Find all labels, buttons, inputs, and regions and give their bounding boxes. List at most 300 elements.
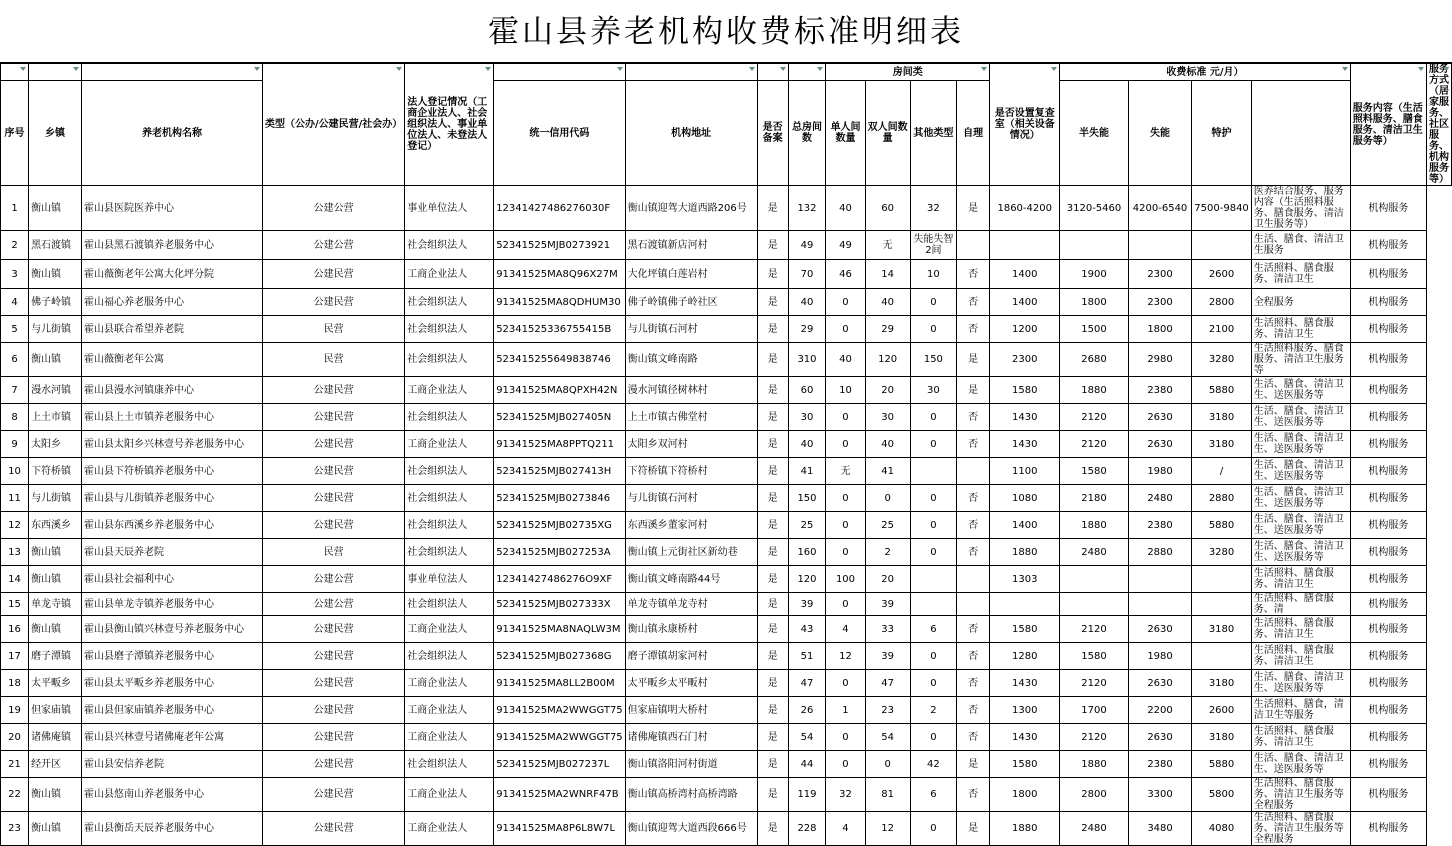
- cell-self[interactable]: 1303: [990, 566, 1060, 593]
- cell-semi[interactable]: 2480: [1060, 812, 1129, 846]
- cell-special[interactable]: 2800: [1192, 289, 1252, 316]
- cell-other[interactable]: 150: [910, 343, 956, 377]
- cell-mode[interactable]: 机构服务: [1350, 289, 1426, 316]
- cell-filed[interactable]: 是: [757, 697, 788, 724]
- cell-recheck[interactable]: 否: [957, 697, 990, 724]
- cell-mode[interactable]: 机构服务: [1350, 751, 1426, 778]
- cell-town[interactable]: 与儿街镇: [29, 316, 82, 343]
- cell-filed[interactable]: 是: [757, 812, 788, 846]
- cell-double[interactable]: 120: [865, 343, 910, 377]
- cell-single[interactable]: 0: [826, 404, 865, 431]
- cell-recheck[interactable]: [957, 231, 990, 260]
- cell-service[interactable]: 生活照料、膳食服务、清洁卫生: [1251, 566, 1350, 593]
- cell-single[interactable]: 0: [826, 431, 865, 458]
- cell-double[interactable]: 47: [865, 670, 910, 697]
- cell-seq[interactable]: 12: [1, 512, 29, 539]
- cell-seq[interactable]: 10: [1, 458, 29, 485]
- cell-name[interactable]: 霍山县兴林壹号诸佛庵老年公寓: [82, 724, 263, 751]
- cell-special[interactable]: [1192, 593, 1252, 616]
- cell-filed[interactable]: 是: [757, 566, 788, 593]
- cell-mode[interactable]: 机构服务: [1350, 458, 1426, 485]
- cell-recheck[interactable]: [957, 458, 990, 485]
- cell-other[interactable]: [910, 593, 956, 616]
- cell-self[interactable]: 1280: [990, 643, 1060, 670]
- cell-town[interactable]: 与儿街镇: [29, 485, 82, 512]
- cell-dis[interactable]: [1128, 231, 1191, 260]
- cell-seq[interactable]: 20: [1, 724, 29, 751]
- cell-self[interactable]: [990, 593, 1060, 616]
- cell-filed[interactable]: 是: [757, 670, 788, 697]
- cell-town[interactable]: 但家庙镇: [29, 697, 82, 724]
- cell-filed[interactable]: 是: [757, 260, 788, 289]
- cell-semi[interactable]: 2120: [1060, 724, 1129, 751]
- cell-mode[interactable]: 机构服务: [1350, 593, 1426, 616]
- cell-double[interactable]: 0: [865, 751, 910, 778]
- cell-filed[interactable]: 是: [757, 593, 788, 616]
- cell-total[interactable]: 40: [788, 289, 826, 316]
- cell-town[interactable]: 衡山镇: [29, 812, 82, 846]
- cell-semi[interactable]: 2480: [1060, 539, 1129, 566]
- cell-filed[interactable]: 是: [757, 485, 788, 512]
- cell-address[interactable]: 衡山镇文峰南路: [625, 343, 757, 377]
- cell-address[interactable]: 下符桥镇下符桥村: [625, 458, 757, 485]
- cell-recheck[interactable]: 否: [957, 431, 990, 458]
- cell-semi[interactable]: 2800: [1060, 778, 1129, 812]
- cell-dis[interactable]: 2380: [1128, 512, 1191, 539]
- cell-dis[interactable]: 2630: [1128, 724, 1191, 751]
- cell-type[interactable]: 公建民营: [262, 812, 404, 846]
- cell-seq[interactable]: 14: [1, 566, 29, 593]
- cell-credit[interactable]: 12341427486276030F: [494, 186, 625, 231]
- cell-semi[interactable]: 2120: [1060, 616, 1129, 643]
- cell-semi[interactable]: 1800: [1060, 289, 1129, 316]
- cell-seq[interactable]: 9: [1, 431, 29, 458]
- cell-credit[interactable]: 12341427486276O9XF: [494, 566, 625, 593]
- cell-mode[interactable]: 机构服务: [1350, 343, 1426, 377]
- cell-service[interactable]: 生活、膳食、清洁卫生、送医服务等: [1251, 751, 1350, 778]
- cell-double[interactable]: 29: [865, 316, 910, 343]
- cell-type[interactable]: 公建民营: [262, 485, 404, 512]
- cell-filed[interactable]: 是: [757, 431, 788, 458]
- cell-double[interactable]: 20: [865, 566, 910, 593]
- cell-double[interactable]: 14: [865, 260, 910, 289]
- cell-semi[interactable]: 1880: [1060, 377, 1129, 404]
- cell-seq[interactable]: 6: [1, 343, 29, 377]
- cell-single[interactable]: 无: [826, 458, 865, 485]
- cell-self[interactable]: 1080: [990, 485, 1060, 512]
- cell-seq[interactable]: 16: [1, 616, 29, 643]
- cell-town[interactable]: 东西溪乡: [29, 512, 82, 539]
- filter-dropdown-icon[interactable]: [779, 65, 787, 73]
- cell-semi[interactable]: 2120: [1060, 670, 1129, 697]
- cell-mode[interactable]: 机构服务: [1350, 260, 1426, 289]
- cell-double[interactable]: 81: [865, 778, 910, 812]
- cell-recheck[interactable]: 否: [957, 289, 990, 316]
- cell-double[interactable]: 39: [865, 643, 910, 670]
- cell-town[interactable]: 衡山镇: [29, 260, 82, 289]
- cell-single[interactable]: 40: [826, 343, 865, 377]
- cell-seq[interactable]: 13: [1, 539, 29, 566]
- cell-legal[interactable]: 工商企业法人: [405, 377, 494, 404]
- cell-filed[interactable]: 是: [757, 343, 788, 377]
- cell-service[interactable]: 生活、膳食、清洁卫生、送医服务等: [1251, 458, 1350, 485]
- cell-single[interactable]: 12: [826, 643, 865, 670]
- cell-other[interactable]: 6: [910, 616, 956, 643]
- cell-service[interactable]: 生活照料、膳食服务、清洁卫生: [1251, 643, 1350, 670]
- cell-service[interactable]: 生活照料服务、膳食服务、清洁卫生服务等: [1251, 343, 1350, 377]
- cell-double[interactable]: 无: [865, 231, 910, 260]
- cell-town[interactable]: 磨子潭镇: [29, 643, 82, 670]
- cell-service[interactable]: 生活照料、膳食服务、清洁卫生服务等全程服务: [1251, 778, 1350, 812]
- cell-name[interactable]: 霍山县安信养老院: [82, 751, 263, 778]
- cell-special[interactable]: 3180: [1192, 724, 1252, 751]
- cell-single[interactable]: 0: [826, 485, 865, 512]
- cell-mode[interactable]: 机构服务: [1350, 512, 1426, 539]
- cell-dis[interactable]: [1128, 566, 1191, 593]
- filter-dropdown-icon[interactable]: [816, 65, 824, 73]
- cell-filed[interactable]: 是: [757, 539, 788, 566]
- filter-dropdown-icon[interactable]: [1417, 65, 1425, 73]
- cell-name[interactable]: 霍山县天辰养老院: [82, 539, 263, 566]
- cell-semi[interactable]: 1880: [1060, 512, 1129, 539]
- cell-seq[interactable]: 2: [1, 231, 29, 260]
- filter-dropdown-icon[interactable]: [253, 65, 261, 73]
- cell-town[interactable]: 下符桥镇: [29, 458, 82, 485]
- cell-legal[interactable]: 社会组织法人: [405, 343, 494, 377]
- cell-double[interactable]: 40: [865, 431, 910, 458]
- cell-mode[interactable]: 机构服务: [1350, 643, 1426, 670]
- cell-address[interactable]: 衡山镇永康桥村: [625, 616, 757, 643]
- cell-address[interactable]: 东西溪乡董家河村: [625, 512, 757, 539]
- cell-dis[interactable]: 2630: [1128, 404, 1191, 431]
- cell-service[interactable]: 生活照料、膳食服务、清洁卫生: [1251, 616, 1350, 643]
- cell-mode[interactable]: 机构服务: [1350, 404, 1426, 431]
- cell-total[interactable]: 41: [788, 458, 826, 485]
- cell-other[interactable]: 0: [910, 670, 956, 697]
- cell-type[interactable]: 民营: [262, 343, 404, 377]
- cell-self[interactable]: 1100: [990, 458, 1060, 485]
- cell-type[interactable]: 公建民营: [262, 643, 404, 670]
- cell-seq[interactable]: 3: [1, 260, 29, 289]
- cell-total[interactable]: 26: [788, 697, 826, 724]
- cell-special[interactable]: 3180: [1192, 431, 1252, 458]
- cell-address[interactable]: 衡山镇文峰南路44号: [625, 566, 757, 593]
- cell-mode[interactable]: 机构服务: [1350, 670, 1426, 697]
- cell-name[interactable]: 霍山县太阳乡兴林壹号养老服务中心: [82, 431, 263, 458]
- cell-filed[interactable]: 是: [757, 643, 788, 670]
- cell-semi[interactable]: 3120-5460: [1060, 186, 1129, 231]
- cell-double[interactable]: 25: [865, 512, 910, 539]
- cell-total[interactable]: 120: [788, 566, 826, 593]
- filter-dropdown-icon[interactable]: [484, 65, 492, 73]
- cell-mode[interactable]: 机构服务: [1350, 697, 1426, 724]
- cell-service[interactable]: 生活照料、膳食服务、清洁卫生: [1251, 260, 1350, 289]
- cell-mode[interactable]: 机构服务: [1350, 316, 1426, 343]
- cell-credit[interactable]: 91341525MA8LL2B00M: [494, 670, 625, 697]
- cell-dis[interactable]: 1800: [1128, 316, 1191, 343]
- cell-credit[interactable]: 52341525MJB0273921: [494, 231, 625, 260]
- cell-recheck[interactable]: 是: [957, 186, 990, 231]
- cell-other[interactable]: 30: [910, 377, 956, 404]
- cell-town[interactable]: 衡山镇: [29, 616, 82, 643]
- filter-dropdown-icon[interactable]: [748, 65, 756, 73]
- cell-recheck[interactable]: [957, 593, 990, 616]
- cell-special[interactable]: 5800: [1192, 778, 1252, 812]
- cell-recheck[interactable]: 否: [957, 404, 990, 431]
- cell-service[interactable]: 生活照料、膳食服务、清洁卫生: [1251, 724, 1350, 751]
- cell-name[interactable]: 霍山县衡山镇兴林壹号养老服务中心: [82, 616, 263, 643]
- cell-special[interactable]: 3280: [1192, 539, 1252, 566]
- cell-special[interactable]: 2880: [1192, 485, 1252, 512]
- cell-service[interactable]: 生活、膳食、清洁卫生、送医服务等: [1251, 404, 1350, 431]
- cell-type[interactable]: 公建民营: [262, 377, 404, 404]
- cell-self[interactable]: 1300: [990, 697, 1060, 724]
- filter-seq[interactable]: [1, 64, 29, 81]
- cell-double[interactable]: 2: [865, 539, 910, 566]
- cell-special[interactable]: [1192, 566, 1252, 593]
- cell-recheck[interactable]: 是: [957, 751, 990, 778]
- filter-dropdown-icon[interactable]: [19, 65, 27, 73]
- cell-single[interactable]: 0: [826, 512, 865, 539]
- cell-dis[interactable]: 2300: [1128, 289, 1191, 316]
- cell-credit[interactable]: 52341525MJB02735XG: [494, 512, 625, 539]
- cell-filed[interactable]: 是: [757, 231, 788, 260]
- cell-special[interactable]: 2600: [1192, 260, 1252, 289]
- cell-type[interactable]: 公建民营: [262, 289, 404, 316]
- filter-name[interactable]: [82, 64, 263, 81]
- cell-address[interactable]: 上土市镇古佛堂村: [625, 404, 757, 431]
- cell-other[interactable]: 6: [910, 778, 956, 812]
- cell-single[interactable]: 0: [826, 539, 865, 566]
- cell-type[interactable]: 公建民营: [262, 724, 404, 751]
- cell-filed[interactable]: 是: [757, 186, 788, 231]
- cell-seq[interactable]: 8: [1, 404, 29, 431]
- cell-service[interactable]: 生活、膳食、清洁卫生、送医服务等: [1251, 431, 1350, 458]
- cell-filed[interactable]: 是: [757, 316, 788, 343]
- cell-type[interactable]: 公建公营: [262, 593, 404, 616]
- cell-legal[interactable]: 工商企业法人: [405, 724, 494, 751]
- cell-name[interactable]: 霍山薇衡老年公寓大化坪分院: [82, 260, 263, 289]
- cell-address[interactable]: 单龙寺镇单龙寺村: [625, 593, 757, 616]
- cell-legal[interactable]: 社会组织法人: [405, 643, 494, 670]
- cell-double[interactable]: 54: [865, 724, 910, 751]
- cell-filed[interactable]: 是: [757, 751, 788, 778]
- cell-double[interactable]: 40: [865, 289, 910, 316]
- cell-town[interactable]: 太平畈乡: [29, 670, 82, 697]
- cell-single[interactable]: 0: [826, 593, 865, 616]
- cell-name[interactable]: 霍山薇衡老年公寓: [82, 343, 263, 377]
- cell-other[interactable]: [910, 566, 956, 593]
- cell-address[interactable]: 黑石渡镇新店河村: [625, 231, 757, 260]
- cell-special[interactable]: 7500-9840: [1192, 186, 1252, 231]
- cell-name[interactable]: 霍山县衡岳天辰养老服务中心: [82, 812, 263, 846]
- cell-total[interactable]: 43: [788, 616, 826, 643]
- cell-single[interactable]: 0: [826, 289, 865, 316]
- cell-credit[interactable]: 91341525MA8Q96X27M: [494, 260, 625, 289]
- cell-legal[interactable]: 工商企业法人: [405, 812, 494, 846]
- cell-total[interactable]: 119: [788, 778, 826, 812]
- cell-service[interactable]: 生活、膳食、清洁卫生、送医服务等: [1251, 670, 1350, 697]
- cell-single[interactable]: 46: [826, 260, 865, 289]
- cell-town[interactable]: 漫水河镇: [29, 377, 82, 404]
- filter-dropdown-icon[interactable]: [395, 65, 403, 73]
- filter-town[interactable]: [29, 64, 82, 81]
- cell-address[interactable]: 漫水河镇径树林村: [625, 377, 757, 404]
- cell-self[interactable]: 1430: [990, 431, 1060, 458]
- cell-special[interactable]: 4080: [1192, 812, 1252, 846]
- cell-address[interactable]: 衡山镇迎驾大道西路206号: [625, 186, 757, 231]
- cell-special[interactable]: 3280: [1192, 343, 1252, 377]
- cell-town[interactable]: 衡山镇: [29, 343, 82, 377]
- cell-type[interactable]: 公建民营: [262, 458, 404, 485]
- cell-legal[interactable]: 社会组织法人: [405, 751, 494, 778]
- cell-single[interactable]: 0: [826, 316, 865, 343]
- cell-self[interactable]: 1400: [990, 260, 1060, 289]
- cell-type[interactable]: 公建民营: [262, 616, 404, 643]
- cell-total[interactable]: 49: [788, 231, 826, 260]
- cell-seq[interactable]: 23: [1, 812, 29, 846]
- cell-other[interactable]: 32: [910, 186, 956, 231]
- cell-single[interactable]: 49: [826, 231, 865, 260]
- cell-mode[interactable]: 机构服务: [1350, 539, 1426, 566]
- cell-mode[interactable]: 机构服务: [1350, 778, 1426, 812]
- cell-legal[interactable]: 社会组织法人: [405, 289, 494, 316]
- cell-address[interactable]: 与儿街镇石河村: [625, 485, 757, 512]
- cell-dis[interactable]: 4200-6540: [1128, 186, 1191, 231]
- cell-legal[interactable]: 工商企业法人: [405, 778, 494, 812]
- cell-filed[interactable]: 是: [757, 616, 788, 643]
- cell-total[interactable]: 54: [788, 724, 826, 751]
- cell-credit[interactable]: 91341525MA8P6L8W7L: [494, 812, 625, 846]
- cell-other[interactable]: 0: [910, 316, 956, 343]
- cell-town[interactable]: 衡山镇: [29, 539, 82, 566]
- cell-mode[interactable]: 机构服务: [1350, 377, 1426, 404]
- cell-single[interactable]: 100: [826, 566, 865, 593]
- cell-filed[interactable]: 是: [757, 377, 788, 404]
- cell-self[interactable]: 1200: [990, 316, 1060, 343]
- cell-total[interactable]: 150: [788, 485, 826, 512]
- cell-other[interactable]: 0: [910, 289, 956, 316]
- cell-credit[interactable]: 91341525MA2WWGGT75: [494, 697, 625, 724]
- filter-total[interactable]: [788, 64, 826, 81]
- cell-address[interactable]: 太阳乡双河村: [625, 431, 757, 458]
- cell-seq[interactable]: 11: [1, 485, 29, 512]
- cell-mode[interactable]: 机构服务: [1350, 485, 1426, 512]
- cell-type[interactable]: 公建民营: [262, 751, 404, 778]
- cell-other[interactable]: [910, 458, 956, 485]
- cell-total[interactable]: 25: [788, 512, 826, 539]
- cell-type[interactable]: 公建民营: [262, 512, 404, 539]
- cell-total[interactable]: 40: [788, 431, 826, 458]
- cell-recheck[interactable]: 是: [957, 812, 990, 846]
- cell-self[interactable]: 1430: [990, 724, 1060, 751]
- cell-double[interactable]: 30: [865, 404, 910, 431]
- cell-total[interactable]: 47: [788, 670, 826, 697]
- cell-type[interactable]: 公建民营: [262, 697, 404, 724]
- cell-credit[interactable]: 52341525MJB0273846: [494, 485, 625, 512]
- cell-single[interactable]: 4: [826, 616, 865, 643]
- cell-total[interactable]: 39: [788, 593, 826, 616]
- cell-self[interactable]: 1580: [990, 616, 1060, 643]
- cell-name[interactable]: 霍山县联合希望养老院: [82, 316, 263, 343]
- cell-dis[interactable]: 2630: [1128, 616, 1191, 643]
- cell-other[interactable]: 0: [910, 643, 956, 670]
- cell-recheck[interactable]: 否: [957, 724, 990, 751]
- cell-semi[interactable]: 2180: [1060, 485, 1129, 512]
- cell-legal[interactable]: 社会组织法人: [405, 485, 494, 512]
- cell-recheck[interactable]: 否: [957, 616, 990, 643]
- cell-legal[interactable]: 社会组织法人: [405, 512, 494, 539]
- cell-self[interactable]: 1400: [990, 289, 1060, 316]
- cell-town[interactable]: 衡山镇: [29, 778, 82, 812]
- cell-single[interactable]: 4: [826, 812, 865, 846]
- cell-service[interactable]: 生活照料、膳食服务、清: [1251, 593, 1350, 616]
- cell-recheck[interactable]: 否: [957, 485, 990, 512]
- cell-self[interactable]: 1860-4200: [990, 186, 1060, 231]
- filter-credit[interactable]: [494, 64, 625, 81]
- cell-type[interactable]: 公建民营: [262, 431, 404, 458]
- cell-seq[interactable]: 5: [1, 316, 29, 343]
- cell-type[interactable]: 公建公营: [262, 566, 404, 593]
- cell-mode[interactable]: 机构服务: [1350, 231, 1426, 260]
- filter-dropdown-icon[interactable]: [1341, 65, 1349, 73]
- cell-self[interactable]: 1880: [990, 812, 1060, 846]
- cell-credit[interactable]: 52341525MJB027405N: [494, 404, 625, 431]
- cell-semi[interactable]: [1060, 593, 1129, 616]
- cell-address[interactable]: 衡山镇上元街社区新幼巷: [625, 539, 757, 566]
- cell-double[interactable]: 33: [865, 616, 910, 643]
- cell-dis[interactable]: 1980: [1128, 643, 1191, 670]
- cell-special[interactable]: 3180: [1192, 616, 1252, 643]
- cell-single[interactable]: 0: [826, 724, 865, 751]
- cell-self[interactable]: 1580: [990, 377, 1060, 404]
- cell-legal[interactable]: 事业单位法人: [405, 566, 494, 593]
- cell-address[interactable]: 磨子潭镇胡家河村: [625, 643, 757, 670]
- cell-single[interactable]: 0: [826, 751, 865, 778]
- cell-filed[interactable]: 是: [757, 512, 788, 539]
- cell-total[interactable]: 29: [788, 316, 826, 343]
- cell-other[interactable]: 0: [910, 539, 956, 566]
- cell-name[interactable]: 霍山县磨子潭镇养老服务中心: [82, 643, 263, 670]
- cell-filed[interactable]: 是: [757, 724, 788, 751]
- filter-dropdown-icon[interactable]: [980, 65, 988, 73]
- cell-town[interactable]: 单龙寺镇: [29, 593, 82, 616]
- cell-address[interactable]: 衡山镇洛阳河村街道: [625, 751, 757, 778]
- cell-special[interactable]: 2600: [1192, 697, 1252, 724]
- cell-total[interactable]: 30: [788, 404, 826, 431]
- cell-double[interactable]: 41: [865, 458, 910, 485]
- cell-name[interactable]: 霍山县东西溪乡养老服务中心: [82, 512, 263, 539]
- cell-legal[interactable]: 社会组织法人: [405, 458, 494, 485]
- cell-recheck[interactable]: 否: [957, 778, 990, 812]
- cell-legal[interactable]: 事业单位法人: [405, 186, 494, 231]
- cell-total[interactable]: 44: [788, 751, 826, 778]
- cell-recheck[interactable]: 否: [957, 670, 990, 697]
- cell-mode[interactable]: 机构服务: [1350, 616, 1426, 643]
- cell-legal[interactable]: 社会组织法人: [405, 539, 494, 566]
- cell-town[interactable]: 太阳乡: [29, 431, 82, 458]
- cell-recheck[interactable]: 否: [957, 643, 990, 670]
- cell-seq[interactable]: 1: [1, 186, 29, 231]
- filter-dropdown-icon[interactable]: [616, 65, 624, 73]
- cell-type[interactable]: 民营: [262, 316, 404, 343]
- cell-filed[interactable]: 是: [757, 458, 788, 485]
- cell-address[interactable]: 与儿街镇石河村: [625, 316, 757, 343]
- cell-semi[interactable]: 1880: [1060, 751, 1129, 778]
- cell-total[interactable]: 160: [788, 539, 826, 566]
- cell-dis[interactable]: 3480: [1128, 812, 1191, 846]
- cell-town[interactable]: 经开区: [29, 751, 82, 778]
